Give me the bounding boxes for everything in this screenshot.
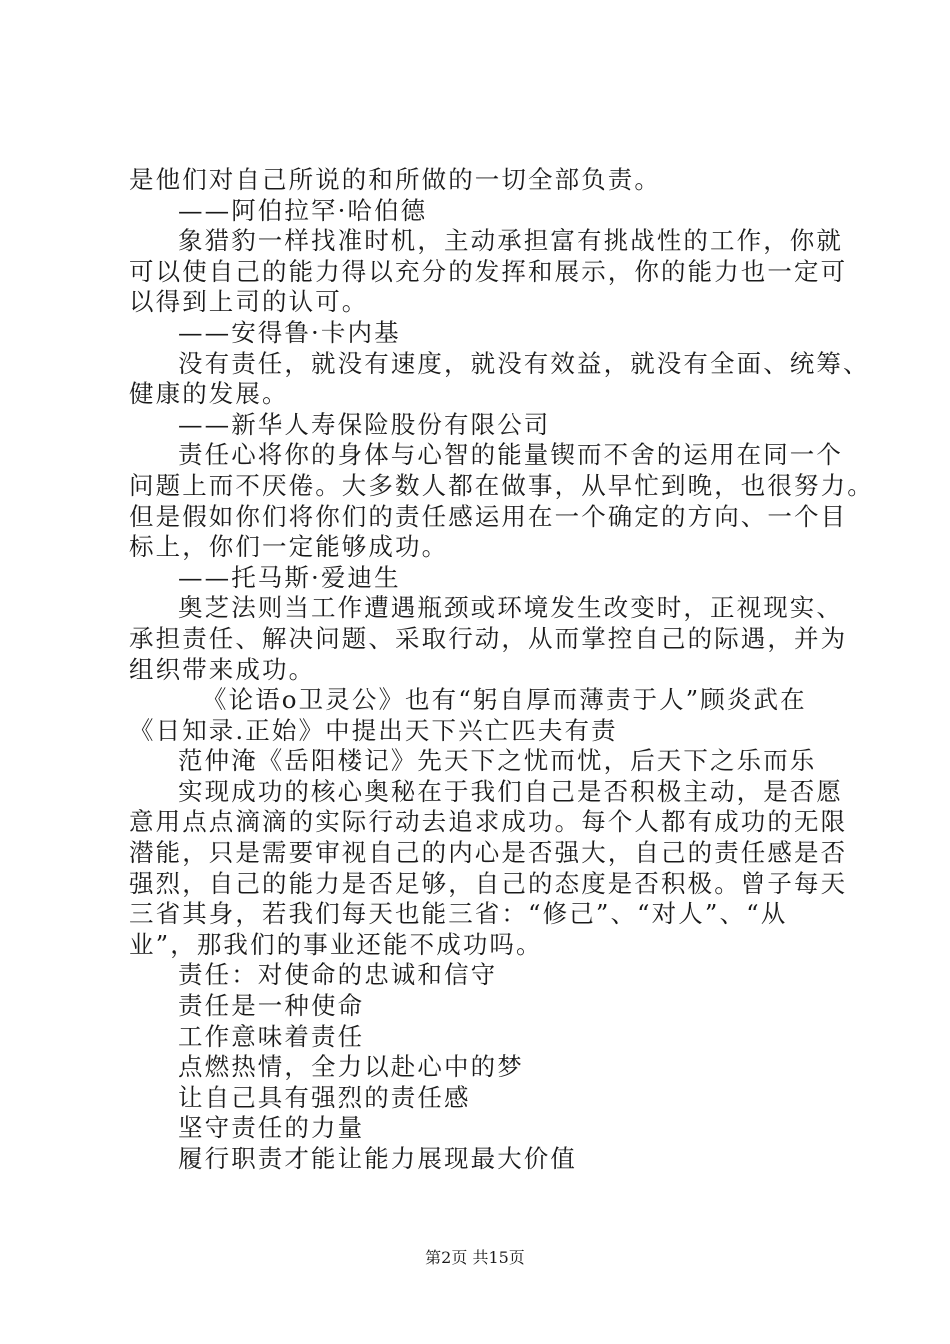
text-line: 范仲淹《岳阳楼记》先天下之忧而忧，后天下之乐而乐 — [178, 746, 817, 776]
text-line: 业”，那我们的事业还能不成功吗。 — [129, 929, 543, 959]
text-line: 问题上而不厌倦。大多数人都在做事，从早忙到晚，也很努力。 — [129, 470, 874, 500]
text-line: 点燃热情，全力以赴心中的梦 — [178, 1052, 524, 1082]
text-line: 潜能，只是需要审视自己的内心是否强大，自己的责任感是否 — [129, 838, 848, 868]
text-line: 坚守责任的力量 — [178, 1113, 365, 1143]
text-line: 组织带来成功。 — [129, 654, 316, 684]
text-line: 可以使自己的能力得以充分的发挥和展示，你的能力也一定可 — [129, 256, 848, 286]
text-line: 责任：对使命的忠诚和信守 — [178, 960, 498, 990]
text-line: 健康的发展。 — [129, 379, 289, 409]
text-line: 奥芝法则当工作遭遇瓶颈或环境发生改变时，正视现实、 — [178, 593, 843, 623]
text-line: 让自己具有强烈的责任感 — [178, 1082, 471, 1112]
text-line: 《论语ο卫灵公》也有“躬自厚而薄责于人”顾炎武在 — [202, 685, 807, 715]
text-line: 《日知录.正始》中提出天下兴亡匹夫有责 — [129, 715, 618, 745]
text-line: 承担责任、解决问题、采取行动，从而掌控自己的际遇，并为 — [129, 623, 848, 653]
text-line: 三省其身，若我们每天也能三省：“修己”、“对人”、“从 — [129, 899, 788, 929]
text-line: 工作意味着责任 — [178, 1021, 365, 1051]
text-line: 实现成功的核心奥秘在于我们自己是否积极主动，是否愿 — [178, 776, 843, 806]
text-line: 是他们对自己所说的和所做的一切全部负责。 — [129, 165, 661, 194]
document-body — [129, 165, 874, 1175]
text-line: 责任是一种使命 — [178, 991, 365, 1021]
text-line: 意用点点滴滴的实际行动去追求成功。每个人都有成功的无限 — [129, 807, 848, 837]
text-line: ——新华人寿保险股份有限公司 — [178, 409, 551, 439]
text-line: 标上，你们一定能够成功。 — [129, 532, 449, 562]
text-line: ——托马斯·爱迪生 — [178, 562, 401, 592]
text-line: 以得到上司的认可。 — [129, 287, 369, 317]
page-number: 第2页 共15页 — [425, 1248, 525, 1267]
page-footer — [0, 1245, 950, 1268]
text-line: 强烈，自己的能力是否足够，自己的态度是否积极。曾子每天 — [129, 868, 848, 898]
text-line: ——安得鲁·卡内基 — [178, 317, 401, 347]
text-line: 但是假如你们将你们的责任感运用在一个确定的方向、一个目 — [129, 501, 848, 531]
text-line: 责任心将你的身体与心智的能量锲而不舍的运用在同一个 — [178, 440, 843, 470]
text-line: 没有责任，就没有速度，就没有效益，就没有全面、统筹、 — [178, 348, 870, 378]
text-line: 履行职责才能让能力展现最大价值 — [178, 1144, 577, 1173]
text-line: 象猎豹一样找准时机，主动承担富有挑战性的工作，你就 — [178, 226, 843, 256]
text-line: ——阿伯拉罕·哈伯德 — [178, 195, 428, 225]
